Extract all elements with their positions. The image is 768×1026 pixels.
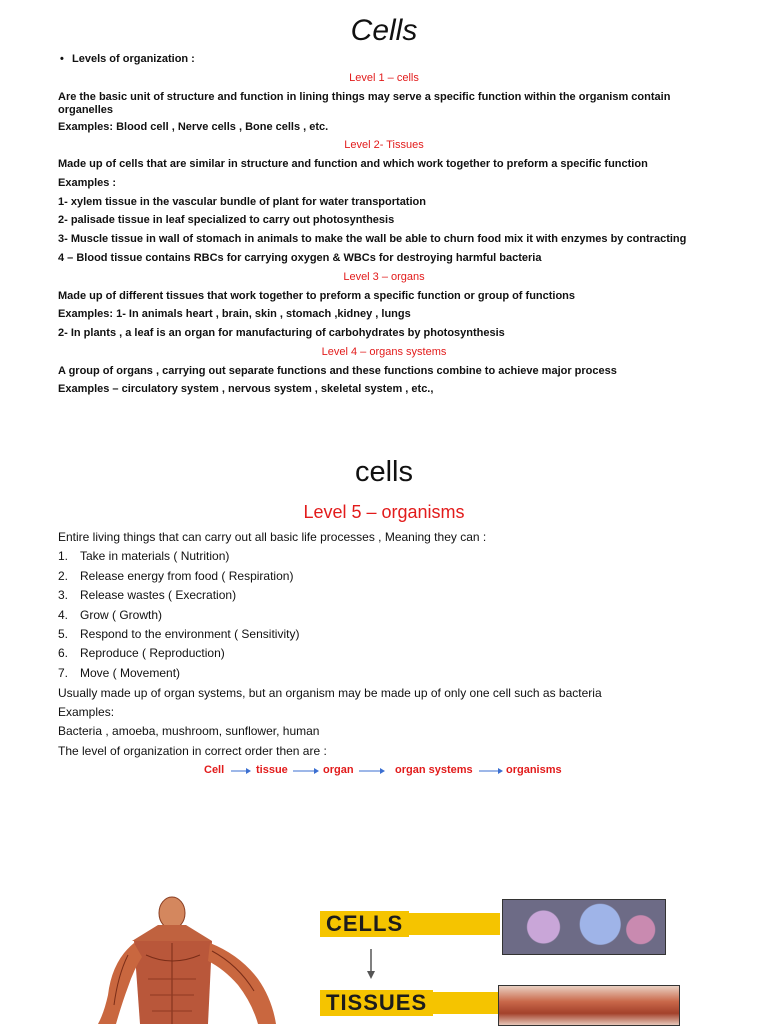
level4-heading: Level 4 – organs systems (321, 346, 447, 358)
cells-label: CELLS (320, 911, 409, 937)
level1-examples: Examples: Blood cell , Nerve cells , Bone cells , etc. (58, 121, 329, 133)
down-arrow-icon (366, 949, 376, 979)
slide1-title: Cells (350, 14, 418, 47)
flow-arrow-icon (358, 765, 386, 777)
organism-note: Usually made up of organ systems, but an organism may be made up of only one cell such as bacteria (58, 686, 602, 700)
process-text: Release wastes ( Execration) (80, 588, 237, 602)
flow-organisms: organisms (506, 764, 562, 776)
process-text: Take in materials ( Nutrition) (80, 549, 230, 563)
process-number: 1. (58, 549, 69, 563)
slide2-title: cells (354, 456, 413, 488)
process-text: Move ( Movement) (80, 666, 181, 680)
process-number: 3. (58, 588, 69, 602)
organisms-intro: Entire living things that can carry out all basic life processes , Meaning they can : (58, 530, 487, 544)
process-text: Respond to the environment ( Sensitivity) (80, 627, 300, 641)
slide2-subtitle: Level 5 – organisms (303, 502, 465, 522)
organism-examples: Bacteria , amoeba, mushroom, sunflower, human (58, 724, 320, 738)
order-intro: The level of organization in correct order then are : (58, 744, 327, 758)
levels-bullet-text: Levels of organization : (72, 53, 195, 65)
process-number: 4. (58, 608, 69, 622)
process-number: 7. (58, 666, 69, 680)
process-number: 5. (58, 627, 69, 641)
level2-item: 4 – Blood tissue contains RBCs for carrying oxygen & WBCs for destroying harmful bacteria (58, 252, 542, 264)
level2-examples-label: Examples : (58, 177, 117, 189)
level4-examples: Examples – circulatory system , nervous system , skeletal system , etc., (58, 383, 434, 395)
process-text: Reproduce ( Reproduction) (80, 646, 225, 660)
levels-bullet (60, 53, 195, 65)
flow-tissue: tissue (256, 764, 288, 776)
tissues-label: TISSUES (320, 990, 433, 1016)
level2-text: Made up of cells that are similar in structure and function and which work together to preform a specific function (58, 158, 648, 170)
level1-heading: Level 1 – cells (349, 72, 419, 84)
process-number: 2. (58, 569, 69, 583)
flow-arrow-icon (478, 765, 504, 777)
level3-example-2: 2- In plants , a leaf is an organ for manufacturing of carbohydrates by photosynthesis (58, 327, 505, 339)
level2-item: 1- xylem tissue in the vascular bundle of plant for water transportation (58, 196, 426, 208)
tissues-microscope-image (498, 985, 680, 1026)
bullet-dot: • (60, 53, 64, 65)
flow-cell: Cell (204, 764, 225, 776)
level3-heading: Level 3 – organs (343, 271, 425, 283)
flow-organ-systems: organ systems (395, 764, 473, 776)
flow-organ: organ (323, 764, 354, 776)
level3-example-1: Examples: 1- In animals heart , brain, skin , stomach ,kidney , lungs (58, 308, 411, 320)
level2-item: 2- palisade tissue in leaf specialized to carry out photosynthesis (58, 214, 395, 226)
muscle-body-image (62, 895, 312, 1024)
process-number: 6. (58, 646, 69, 660)
examples-label: Examples: (58, 705, 115, 719)
process-text: Grow ( Growth) (80, 608, 163, 622)
level4-text: A group of organs , carrying out separate functions and these functions combine to achieve major process (58, 365, 617, 377)
level1-text: Are the basic unit of structure and function in lining things may serve a specific function within the organism contain organelles (58, 91, 671, 116)
level3-text: Made up of different tissues that work together to preform a specific function or group of functions (58, 290, 576, 302)
level2-item: 3- Muscle tissue in wall of stomach in animals to make the wall be able to churn food mix it with enzymes by contracting (58, 233, 687, 245)
process-text: Release energy from food ( Respiration) (80, 569, 294, 583)
cells-microscope-image (502, 899, 666, 955)
level2-heading: Level 2- Tissues (344, 139, 424, 151)
flow-arrow-icon (230, 765, 252, 777)
flow-arrow-icon (292, 765, 320, 777)
levels-figure (62, 895, 682, 1024)
